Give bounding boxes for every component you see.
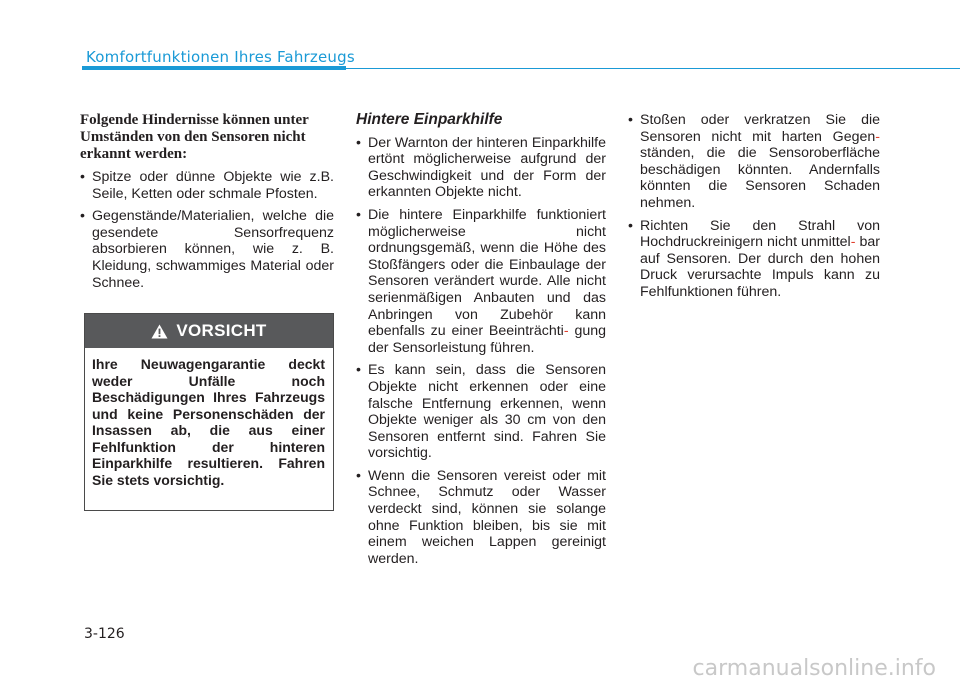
caution-text: Ihre Neuwagengarantie deckt weder Unfälle noch Beschädigungen Ihres Fahrzeugs und keine Personenschäden der Insassen ab, die aus einer Fehlfunktion der hinteren Einparkhilfe resultieren. Fahren Sie stets vorsichtig. [92,356,325,488]
column-right [628,112,880,307]
list-item-text: Richten Sie den Strahl von Hochdruckreinigern nicht unmittel [640,217,880,251]
list-item [628,112,880,212]
list-item: • Wenn die Sensoren vereist oder mit Schnee, Schmutz oder Wasser verdeckt sind, können sie solange ohne Funktion bleiben, bis sie mit einem weichen Lappen gereinigt werden. [356,468,606,568]
caution-header [85,314,333,348]
hyphen-mark: - [563,323,569,340]
list-item-text: bar auf Sensoren. Der durch den hohen Druck verursachte Impuls kann zu Fehlfunktionen führen. [640,234,880,300]
caution-box [84,313,334,511]
section-title: Komfortfunktionen Ihres Fahrzeugs [86,48,355,66]
bullet-list [628,112,880,301]
caution-title: VORSICHT [176,321,267,340]
header-rule-thin [346,68,960,69]
section-heading: Hintere Einparkhilfe [356,111,503,128]
list-item: • Gegenstände/Materialien, welche die gesendete Sensorfrequenz absorbieren können, wie z. B. Kleidung, schwammiges Material oder Schnee. [80,208,334,291]
page-number: 3-126 [84,626,125,642]
list-item-text: Die hintere Einparkhilfe funktioniert möglicherweise nicht ordnungsgemäß, wenn die Höhe des Stoßfängers oder die Einbaulage der Sensoren verändert wurde. Alle nicht serienmäßigen Anbauten und das Anbringen von Zubehör kann ebenfalls zu einer Beeinträchti [368,206,606,340]
hyphen-mark: - [875,128,880,145]
watermark: carmanualsonline.info [692,656,936,681]
list-item-text: Stoßen oder verkratzen Sie die Sensoren nicht mit harten Gegen [640,112,880,145]
list-item [356,207,606,356]
list-item: • Es kann sein, dass die Sensoren Objekte nicht erkennen oder eine falsche Entfernung erkennen, wenn Objekte weniger als 30 cm von den Sensoren entfernt sind. Fahren Sie vorsichtig. [356,362,606,462]
lead-paragraph: Folgende Hindernisse können unter Umständen von den Sensoren nicht erkannt werden: [80,112,309,162]
list-item-text: ständen, die die Sensoroberfläche beschädigen könnten. Andernfalls könnten die Sensoren Schaden nehmen. [640,145,880,211]
header-rule [82,66,346,70]
list-item [628,218,880,301]
warning-triangle-icon [151,324,168,339]
column-middle [356,112,606,573]
bullet-list [80,169,334,291]
hyphen-mark: - [850,234,856,251]
bullet-list [356,135,606,568]
list-item-text: gung der Sensorleistung führen. [368,323,606,356]
list-item: • Spitze oder dünne Objekte wie z.B. Seile, Ketten oder schmale Pfosten. [80,169,334,202]
column-left [80,112,334,297]
list-item: • Der Warnton der hinteren Einparkhilfe ertönt möglicherweise aufgrund der Geschwindigkeit und der Form der erkannten Objekte nicht. [356,135,606,201]
